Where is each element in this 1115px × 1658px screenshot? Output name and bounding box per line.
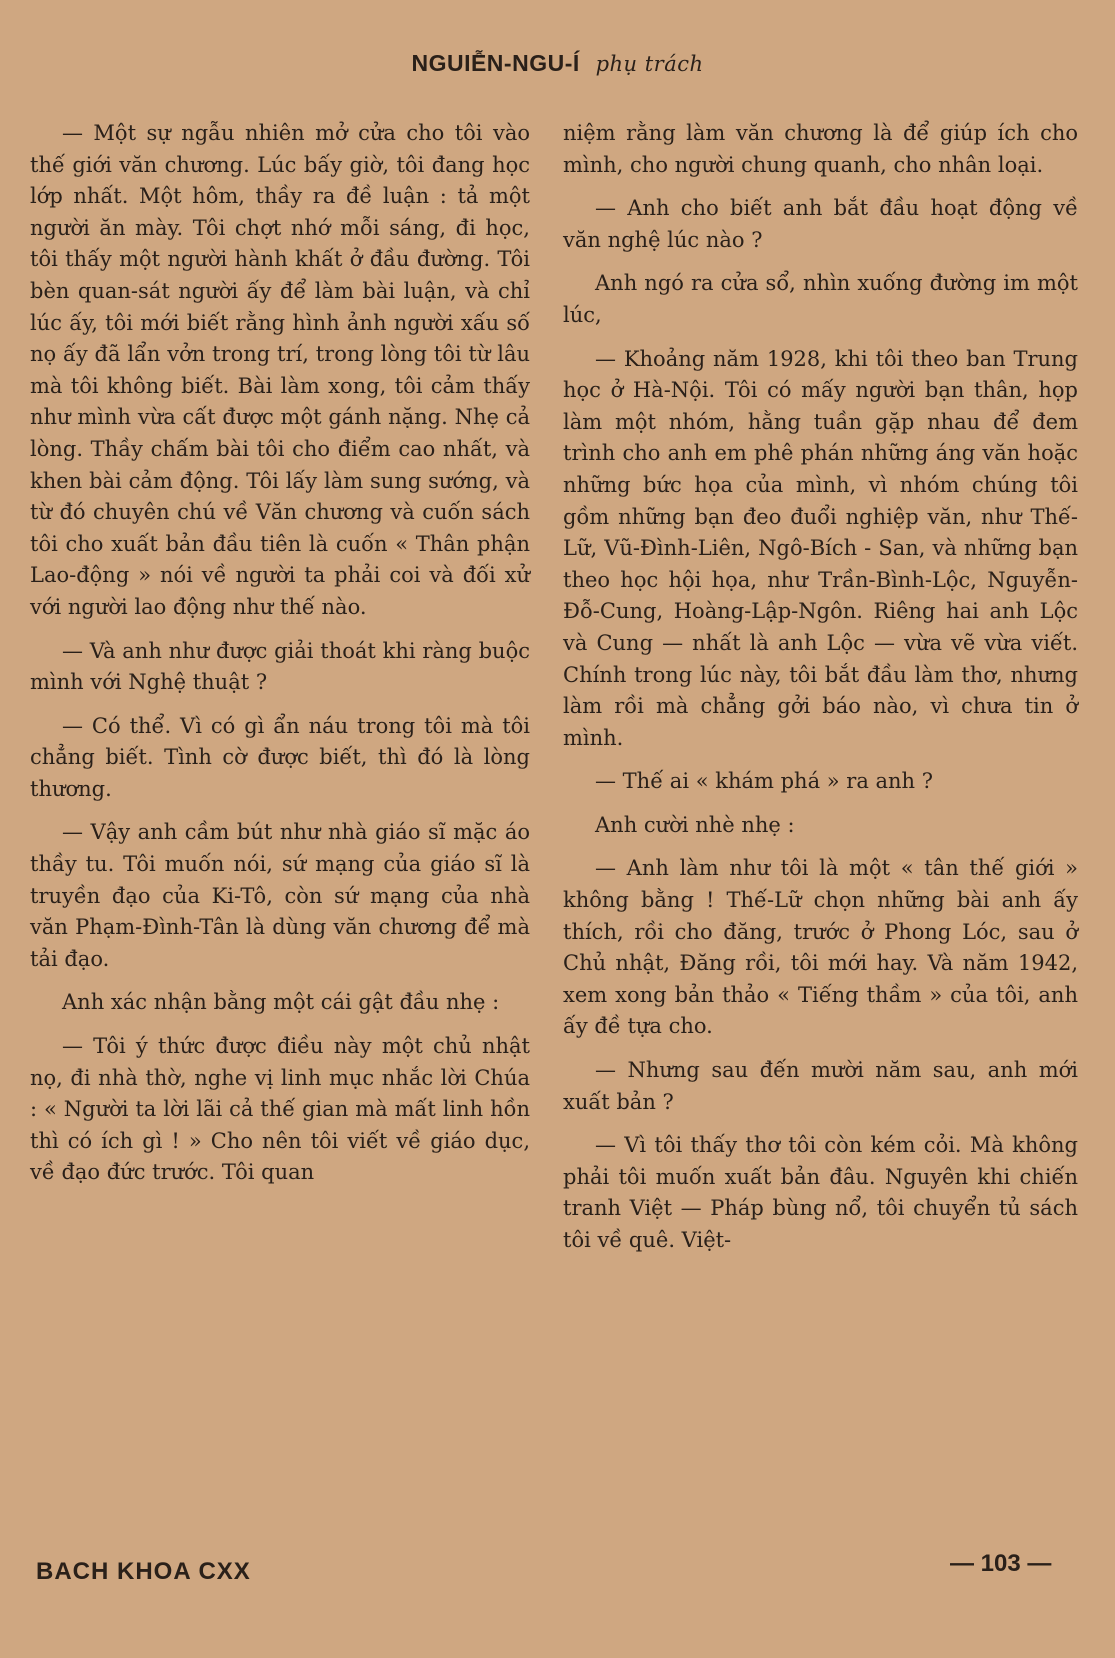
paragraph: — Vậy anh cầm bút như nhà giáo sĩ mặc áo thầy tu. Tôi muốn nói, sứ mạng của giáo sĩ là truyền đạo của Ki-Tô, còn sứ mạng của nhà văn Phạm-Đình-Tân là dùng văn chương để mà tải đạo. [30,820,530,971]
page-header [0,50,1115,77]
paragraph: niệm rằng làm văn chương là để giúp ích cho mình, cho người chung quanh, cho nhân loại. [563,121,1078,177]
paragraph: Anh ngó ra cửa sổ, nhìn xuống đường im một lúc, [563,271,1078,327]
right-column [563,118,1078,1269]
author-role: phụ trách [595,52,704,76]
paragraph: — Khoảng năm 1928, khi tôi theo ban Trung học ở Hà-Nội. Tôi có mấy người bạn thân, họp làm một nhóm, hằng tuần gặp nhau để đem trình cho anh em phê phán những áng văn hoặc những bức họa của mình, vì nhóm chúng tôi gồm những bạn đeo đuổi nghiệp văn, như Thế-Lữ, Vũ-Đình-Liên, Ngô-Bích - San, và những bạn theo học hội họa, như Trần-Bình-Lộc, Nguyễn-Đỗ-Cung, Hoàng-Lập-Ngôn. Riêng hai anh Lộc và Cung — nhất là anh Lộc — vừa vẽ vừa viết. Chính trong lúc này, tôi bắt đầu làm thơ, nhưng làm rồi mà chẳng gởi báo nào, vì chưa tin ở mình. [563,346,1078,750]
magazine-issue: BACH KHOA CXX [36,1558,251,1585]
paragraph: — Vì tôi thấy thơ tôi còn kém cỏi. Mà không phải tôi muốn xuất bản đâu. Nguyên khi chiến tranh Việt — Pháp bùng nổ, tôi chuyển tủ sách tôi về quê. Việt- [563,1133,1078,1252]
paragraph: — Thế ai « khám phá » ra anh ? [595,769,934,794]
page-number: — 103 — [950,1550,1052,1577]
author-name: NGUIỄN-NGU-Í [411,50,580,76]
paragraph: — Và anh như được giải thoát khi ràng buộc mình với Nghệ thuật ? [30,638,530,695]
paragraph: — Anh làm như tôi là một « tân thế giới » không bằng ! Thế-Lữ chọn những bài anh ấy thích, rồi cho đăng, trước ở Phong Lóc, sau ở Chủ nhật, Đăng rồi, tôi mới hay. Và năm 1942, xem xong bản thảo « Tiếng thầm » của tôi, anh ấy đề tựa cho. [563,856,1078,1039]
paragraph: — Tôi ý thức được điều này một chủ nhật nọ, đi nhà thờ, nghe vị linh mục nhắc lời Chúa : « Người ta lời lãi cả thế gian mà mất linh hồn thì có ích gì ! » Cho nên tôi viết về giáo dục, về đạo đức trước. Tôi quan [30,1034,530,1185]
paragraph: Anh cười nhè nhẹ : [595,812,795,837]
paragraph: — Một sự ngẫu nhiên mở cửa cho tôi vào thế giới văn chương. Lúc bấy giờ, tôi đang học lớp nhất. Một hôm, thầy ra đề luận : tả một người ăn mày. Tôi chợt nhớ mỗi sáng, đi học, tôi thấy một người hành khất ở đầu đường. Tôi bèn quan-sát người ấy để làm bài luận, và chỉ lúc ấy, tôi mới biết rằng hình ảnh người xấu số nọ ấy đã lẩn vởn trong trí, trong lòng tôi từ lâu mà tôi không biết. Bài làm xong, tôi cảm thấy như mình vừa cất được một gánh nặng. Nhẹ cả lòng. Thầy chấm bài tôi cho điểm cao nhất, và khen bài cảm động. Tôi lấy làm sung sướng, và từ đó chuyên chú về Văn chương và cuốn sách tôi cho xuất bản đầu tiên là cuốn « Thân phận Lao-động » nói về người ta phải coi và đối xử với người lao động như thế nào. [30,121,530,619]
paragraph: — Nhưng sau đến mười năm sau, anh mới xuất bản ? [563,1058,1078,1114]
paragraph: — Có thể. Vì có gì ẩn náu trong tôi mà tôi chẳng biết. Tình cờ được biết, thì đó là lòng thương. [30,713,530,801]
left-column [30,118,530,1201]
paragraph: Anh xác nhận bằng một cái gật đầu nhẹ : [62,990,500,1015]
paragraph: — Anh cho biết anh bắt đầu hoạt động về văn nghệ lúc nào ? [563,196,1078,252]
